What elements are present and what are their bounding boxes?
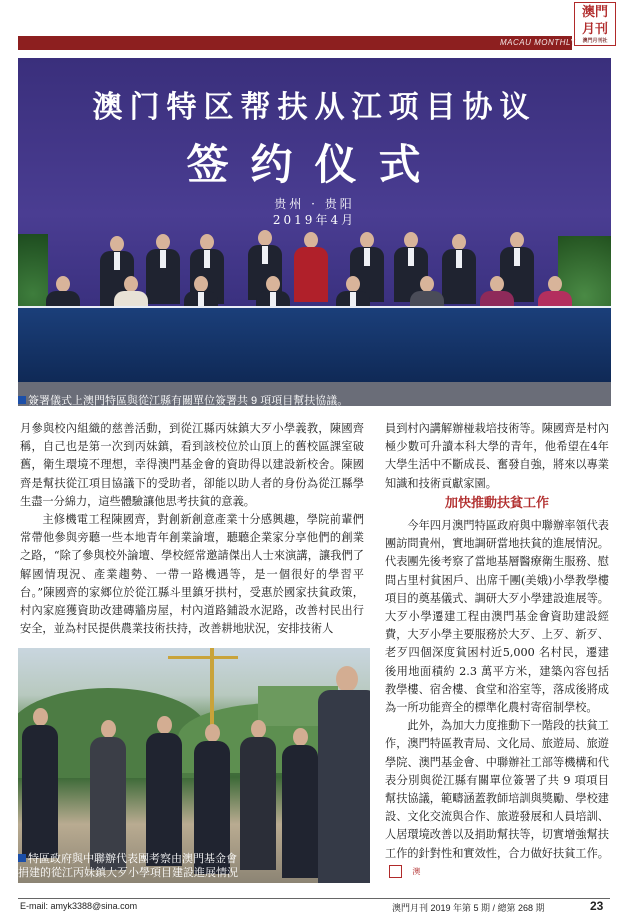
top-photo-caption: [18, 392, 348, 408]
article-left-column: [20, 420, 364, 638]
top-photo-caption-text: 簽署儀式上澳門特區與從江縣有關單位簽署共 9 項項目幫扶協議。: [28, 395, 349, 407]
article-paragraph: 員到村內講解辦椪栽培技術等。陳國齊是村內極少數可升讀本科大學的青年，他希望在4年大學生活中不斷成長、奮發自強，將來以專業知識和技術貢獻家園。: [385, 422, 609, 490]
banner-title: 澳门特区帮扶从江项目协议: [92, 90, 537, 125]
bottom-caption-line-1: 特區政府與中聯辦代表團考察由澳門基金會: [28, 853, 237, 865]
logo-line-2: 月刊: [581, 22, 608, 37]
footer-rule: [18, 898, 610, 899]
footer-email: E-mail: amyk3388@sina.com: [20, 901, 138, 911]
visitor: [22, 708, 58, 858]
standing-person: [294, 232, 328, 302]
standing-person: [146, 234, 180, 304]
article-paragraph: 主修機電工程陳國齊，對創新創意產業十分感興趣，學院前輩們常帶他參與旁聽一些本地青年創業論壇，聽聽企業家分享他們的創業之路，“除了參與校外論壇、學校經常邀請傑出人士來演講，讓我們了解國情現況、產業趨勢、一帶一路機遇等，是一個很好的學習平台。”陳國齊的家鄉位於從江縣斗里鎮牙拱村，受惠於國家扶貧政策，村內家庭獲資助改建磚牆房屋，村內道路鋪設水泥路，改善村民出行安全，並為村民提供農業技術扶持，改善耕地狀況，安排技術人: [20, 513, 364, 636]
visitor: [146, 716, 182, 866]
bottom-photo-caption: [18, 852, 238, 880]
article-paragraph: 月參與校內組織的慈善活動，到從江縣丙妹鎮大歹小學義教，陳國齊稱，自己也是第一次到丙妹鎮，看到該校位於山頂上的舊校區課室破舊，衛生環境不理想，幸得澳門基金會的資助得以建設新校舍。陳國齊是幫扶從江項目協議下的受助者，卻能以助人者的身份為從江縣學生盡一分綿力，這些體驗讓他思考扶貧的意義。: [20, 422, 364, 508]
signing-ceremony-photo: [18, 58, 611, 406]
banner-place: 贵州 · 贵阳: [274, 197, 355, 211]
visitor: [318, 666, 370, 883]
article-paragraph: 今年四月澳門特區政府與中聯辦率領代表團訪問貴州，實地調研當地扶貧的進展情況。代表團先後考察了當地基層醫療衛生服務、慰問占里村貧困戶、出席千團(美娥)小學教學樓項目的奠基儀式、調研大歹小學建設進展等。大歹小學遷建工程由澳門基金會資助建設經費，大歹小學主要服務於大歹、上歹、新歹、老歹四個深度貧困村近5,000 名村民，遷建後用地面積約 2.3 萬平方米，建築內容包括教學樓、宿舍樓、食堂和浴室等，落成後將成為一所功能齊全的標準化農村寄宿制學校。: [385, 519, 609, 715]
crane: [210, 648, 214, 728]
header-bar: [18, 36, 572, 50]
caption-marker: [18, 854, 26, 862]
end-mark-icon: 澳: [389, 865, 402, 878]
banner-date: 2019年4月: [272, 213, 357, 227]
visitor: [240, 720, 276, 870]
page-number: 23: [590, 899, 604, 913]
crane-arm: [168, 656, 238, 659]
article-right-column: [385, 420, 609, 881]
logo-subtitle: 澳門月刊社: [582, 38, 608, 44]
magazine-label: MACAU MONTHLY: [500, 38, 576, 47]
magazine-logo: [574, 2, 616, 46]
article-paragraph: [385, 717, 609, 881]
section-heading: 加快推動扶貧工作: [444, 495, 549, 511]
article-paragraph-text: 此外，為加大力度推動下一階段的扶貧工作，澳門特區教青局、文化局、旅遊局、旅遊學院、澳門基金會、中聯辦社工部等機構和代表分別與從江縣有關單位簽署了共 9 項項目幫扶協議，範疇涵蓋教師培訓與獎勵、學校建設、文化交流與合作、旅遊發展和人員培訓、人居環境改善以及捐助幫扶等，切實增強幫扶工作的針對性和實效性，合力做好扶貧工作。: [385, 719, 609, 860]
logo-line-1: 澳門: [581, 5, 608, 20]
signing-table: [18, 308, 611, 382]
standing-person: [442, 234, 476, 304]
visitor: [90, 720, 126, 870]
banner-subtitle: 签约仪式: [186, 140, 443, 189]
caption-marker: [18, 396, 26, 404]
visitor: [282, 728, 318, 878]
bottom-caption-line-2: 捐建的從江丙妹鎮大歹小學項目建設進展情況: [18, 867, 238, 879]
site-visit-photo: [18, 648, 370, 883]
footer-issue: 澳門月刊 2019 年第 5 期 / 總第 268 期: [392, 903, 545, 913]
